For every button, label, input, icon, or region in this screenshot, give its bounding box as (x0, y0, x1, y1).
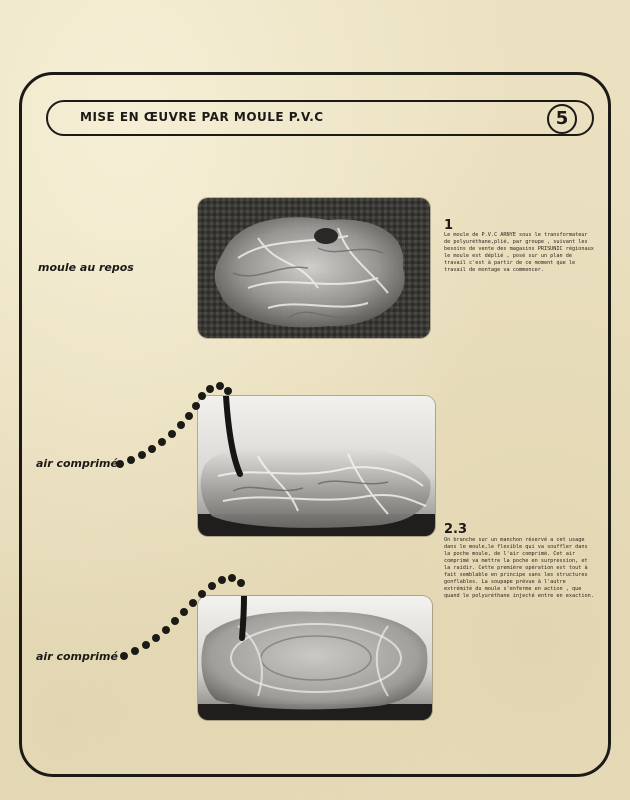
step-number-1: 1 (444, 218, 454, 233)
step-text-2-3: On branche sur un manchon réservé a cet usage dans le moule,le flexible qui va souffler dans la poche moule, de l'air comprimé. Cet air comprimé va mettre la poche en surpression, et la raidir. Cette première opération est tout à fait semblable en principe sans les structures gonflables. La soupape prévue à l'autre extrémité du moule s'enferme en action , que quand le polyuréthane injecté entre en exaction. (444, 537, 594, 599)
step-text-1: Le moule de P.V.C ARNYE sous le transformateur de polyuréthane,plié, par groupe , suivant les besoins de vente des magasins PRISUNIC régionaux le moule est déplié , posé sur un plan de travail c'est à partir de ce moment que le travail de montage va commencer. (444, 232, 594, 273)
step-number-2-3: 2.3 (444, 522, 468, 537)
label-air-compressed-1: air comprimé (36, 457, 118, 470)
page-title: MISE EN ŒUVRE PAR MOULE P.V.C (80, 110, 324, 124)
label-mould-at-rest: moule au repos (38, 261, 134, 274)
label-air-compressed-2: air comprimé (36, 650, 118, 663)
page-number-badge: 5 (547, 104, 577, 134)
